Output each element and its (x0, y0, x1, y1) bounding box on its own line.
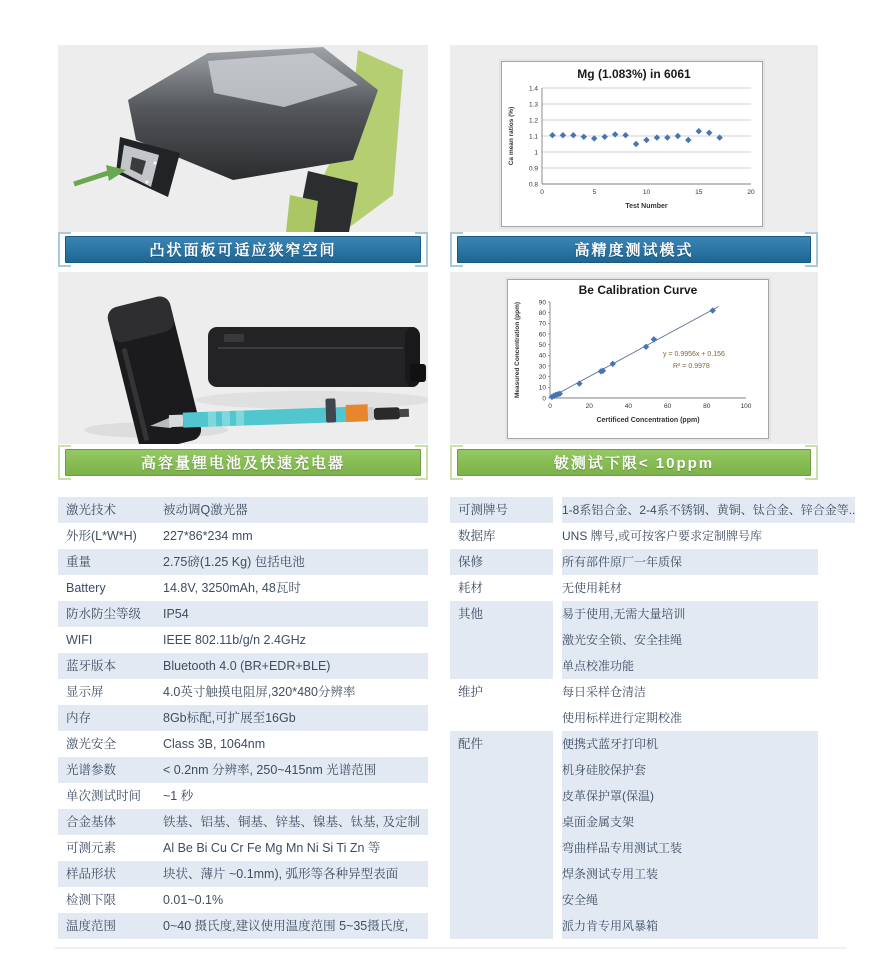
feature-banner-be-limit (450, 449, 818, 476)
svg-text:0.8: 0.8 (528, 181, 538, 189)
mg-chart-frame (501, 61, 763, 227)
spec-row (58, 653, 428, 679)
spec-row-value: 227*86*234 mm (163, 529, 253, 543)
svg-text:90: 90 (538, 299, 546, 307)
mg-repeatability-chart (502, 62, 762, 226)
battery-button (224, 334, 244, 342)
svg-text:20: 20 (747, 189, 755, 196)
spec-row-value: IP54 (163, 607, 189, 621)
be-chart-frame (507, 279, 769, 439)
spec-row (58, 679, 428, 705)
spec-block-values (562, 497, 855, 523)
spec-row (58, 549, 428, 575)
spec-block (450, 497, 856, 523)
spec-row-value: IEEE 802.11b/g/n 2.4GHz (163, 633, 306, 647)
spec-block-label: 维护 (458, 685, 484, 699)
spec-row (58, 627, 428, 653)
svg-text:Certificed Concentration (ppm): Certificed Concentration (ppm) (596, 417, 700, 424)
spec-block-label: 配件 (450, 731, 553, 939)
svg-text:1: 1 (534, 149, 538, 157)
spec-row-label: 激光安全 (66, 737, 117, 751)
spec-block-line: 皮革保护罩(保温) (562, 789, 654, 803)
screw-dot (153, 161, 156, 164)
spec-row (58, 809, 428, 835)
svg-text:60: 60 (538, 331, 546, 339)
svg-text:R² = 0.9978: R² = 0.9978 (673, 363, 710, 370)
device-handle-accent (286, 195, 318, 232)
spec-block-line: 无使用耗材 (562, 581, 623, 595)
spec-block-line: 激光安全锁、安全挂绳 (562, 633, 683, 647)
spec-row (58, 887, 428, 913)
spec-row-value: 2.75磅(1.25 Kg) 包括电池 (163, 555, 305, 569)
spec-block-line: 派力肯专用风暴箱 (562, 919, 659, 933)
svg-text:20: 20 (585, 403, 593, 410)
green-arrow-icon (74, 173, 108, 184)
spec-row-value: 14.8V, 3250mAh, 48瓦时 (163, 581, 301, 595)
banner-label: 铍测试下限< 10ppm (457, 449, 811, 476)
spec-block (450, 549, 818, 575)
spec-table-left (58, 497, 428, 939)
svg-text:15: 15 (695, 189, 703, 196)
spec-row-label: 合金基体 (66, 815, 117, 829)
svg-text:70: 70 (538, 320, 546, 328)
svg-text:80: 80 (538, 309, 546, 317)
svg-text:1.1: 1.1 (528, 133, 538, 141)
svg-text:60: 60 (663, 403, 672, 410)
spec-block-values (562, 731, 818, 939)
spec-row-value: Al Be Bi Cu Cr Fe Mg Mn Ni Si Ti Zn 等 (163, 841, 381, 855)
battery-latch (410, 364, 426, 382)
spec-block-line: 桌面金属支架 (562, 815, 635, 829)
spec-row-label: 光谱参数 (66, 763, 117, 777)
spec-block-line: 单点校准功能 (562, 659, 635, 673)
banner-label: 高容量锂电池及快速充电器 (65, 449, 421, 476)
spec-row (58, 705, 428, 731)
svg-text:40: 40 (624, 403, 633, 410)
spec-row-label: 激光技术 (66, 503, 117, 517)
spec-row-value: ~1 秒 (163, 789, 194, 803)
spec-block-line: 便携式蓝牙打印机 (562, 737, 659, 751)
spec-block (450, 575, 818, 601)
spec-block (450, 731, 818, 939)
svg-text:100: 100 (740, 403, 752, 410)
spec-row (58, 497, 428, 523)
spec-row-label: 外形(L*W*H) (66, 529, 137, 543)
spec-block-values (562, 679, 818, 731)
spec-row-label: 样品形状 (66, 867, 117, 881)
svg-text:Measured Concentration (ppm): Measured Concentration (ppm) (514, 301, 521, 399)
spec-block-label: 可测牌号 (450, 497, 553, 523)
spec-row-label: 内存 (66, 711, 92, 725)
svg-text:1.2: 1.2 (528, 117, 538, 125)
svg-text:Be Calibration Curve: Be Calibration Curve (578, 283, 698, 297)
spec-block-values (562, 549, 818, 575)
spec-block-line: 机身硅胶保护套 (562, 763, 647, 777)
shadow (195, 391, 428, 409)
spec-row-label: 温度范围 (66, 919, 117, 933)
svg-text:5: 5 (592, 189, 597, 196)
svg-text:1.4: 1.4 (528, 85, 538, 93)
spec-row (58, 835, 428, 861)
spec-row-value: 4.0英寸触摸电阻屏,320*480分辨率 (163, 685, 356, 699)
spec-block-line: 安全绳 (562, 893, 599, 907)
svg-text:Test Number: Test Number (625, 203, 668, 210)
svg-text:40: 40 (538, 352, 546, 360)
svg-text:0.9: 0.9 (528, 165, 538, 173)
screw-dot (145, 180, 148, 183)
spec-row (58, 575, 428, 601)
spec-block-values (562, 575, 818, 601)
precision-chart-panel (450, 45, 818, 232)
feature-banner-convex-panel (58, 236, 428, 263)
spec-block-line: 每日采样仓清洁 (562, 685, 647, 699)
spec-row-value: 被动调Q激光器 (163, 503, 248, 517)
spec-block-line: 1-8系铝合金、2-4系不锈钢、黄铜、钛合金、锌合金等.. (562, 503, 856, 517)
svg-text:10: 10 (538, 384, 546, 392)
spec-row (58, 861, 428, 887)
banner-label: 凸状面板可适应狭窄空间 (65, 236, 421, 263)
svg-text:Mg (1.083%) in 6061: Mg (1.083%) in 6061 (577, 67, 691, 81)
spec-block-label: 其他 (450, 601, 553, 679)
spec-block-line: 弯曲样品专用测试工装 (562, 841, 683, 855)
svg-text:Ca mean ratios (%): Ca mean ratios (%) (508, 106, 515, 166)
spec-row-value: 块状、薄片 ~0.1mm), 弧形等各种异型表面 (163, 867, 399, 881)
svg-text:20: 20 (538, 373, 546, 381)
spec-row-label: 重量 (66, 555, 92, 569)
spec-row-label: 检测下限 (66, 893, 117, 907)
page-footer-rule (55, 947, 847, 949)
spec-block-line: UNS 牌号,或可按客户要求定制牌号库 (562, 529, 763, 543)
svg-text:80: 80 (703, 403, 711, 410)
battery-photo-panel (58, 272, 428, 444)
spec-row (58, 523, 428, 549)
spec-row-value: 0.01~0.1% (163, 893, 224, 907)
spec-table-right (450, 497, 856, 939)
spec-row-label: 可测元素 (66, 841, 117, 855)
spec-row (58, 783, 428, 809)
feature-banner-battery (58, 449, 428, 476)
spec-row-label: 防水防尘等级 (66, 607, 142, 621)
spec-row-label: Battery (66, 581, 106, 595)
spec-row (58, 913, 428, 939)
spec-row (58, 731, 428, 757)
spec-row-value: 铁基、铝基、铜基、锌基、镍基、钛基, 及定制 (163, 815, 420, 829)
svg-text:0: 0 (540, 189, 544, 196)
spec-row-label: 蓝牙版本 (66, 659, 117, 673)
svg-text:y = 0.9956x + 0.156: y = 0.9956x + 0.156 (663, 351, 725, 358)
spec-block (450, 523, 818, 549)
spec-block-line: 焊条测试专用工装 (562, 867, 659, 881)
spec-block (450, 601, 818, 679)
device-photo-panel (58, 45, 428, 232)
spec-row-value: 8Gb标配,可扩展至16Gb (163, 711, 296, 725)
spec-block-label: 数据库 (458, 529, 496, 543)
spec-block-line: 使用标样进行定期校准 (562, 711, 683, 725)
spec-block-line: 所有部件原厂一年质保 (562, 555, 683, 569)
spec-block-label: 耗材 (458, 581, 484, 595)
spec-block-line: 易于使用,无需大量培训 (562, 607, 686, 621)
spec-row (58, 601, 428, 627)
svg-text:30: 30 (538, 363, 546, 371)
spec-block (450, 679, 818, 731)
battery-charger-illustration (58, 272, 428, 444)
spec-row-label: WIFI (66, 633, 93, 647)
be-calibration-chart (508, 280, 768, 438)
svg-text:50: 50 (538, 341, 546, 349)
spec-block-label: 保修 (450, 549, 553, 575)
spec-row-value: Class 3B, 1064nm (163, 737, 266, 751)
svg-text:1.3: 1.3 (528, 101, 538, 109)
spec-row-value: < 0.2nm 分辨率, 250~415nm 光谱范围 (163, 763, 377, 777)
svg-text:0: 0 (548, 403, 552, 410)
spec-block-values (562, 523, 818, 549)
banner-label: 高精度测试模式 (457, 236, 811, 263)
spec-row-label: 单次测试时间 (66, 789, 142, 803)
spec-row (58, 757, 428, 783)
spec-row-label: 显示屏 (66, 685, 104, 699)
svg-text:0: 0 (542, 395, 546, 403)
feature-banner-precision (450, 236, 818, 263)
analyzer-device-illustration (58, 45, 428, 232)
spec-row-value: 0~40 摄氏度,建议使用温度范围 5~35摄氏度, (163, 919, 409, 933)
spec-block-values (562, 601, 818, 679)
spec-row-value: Bluetooth 4.0 (BR+EDR+BLE) (163, 659, 331, 673)
be-chart-panel (450, 272, 818, 444)
svg-text:10: 10 (642, 189, 651, 196)
